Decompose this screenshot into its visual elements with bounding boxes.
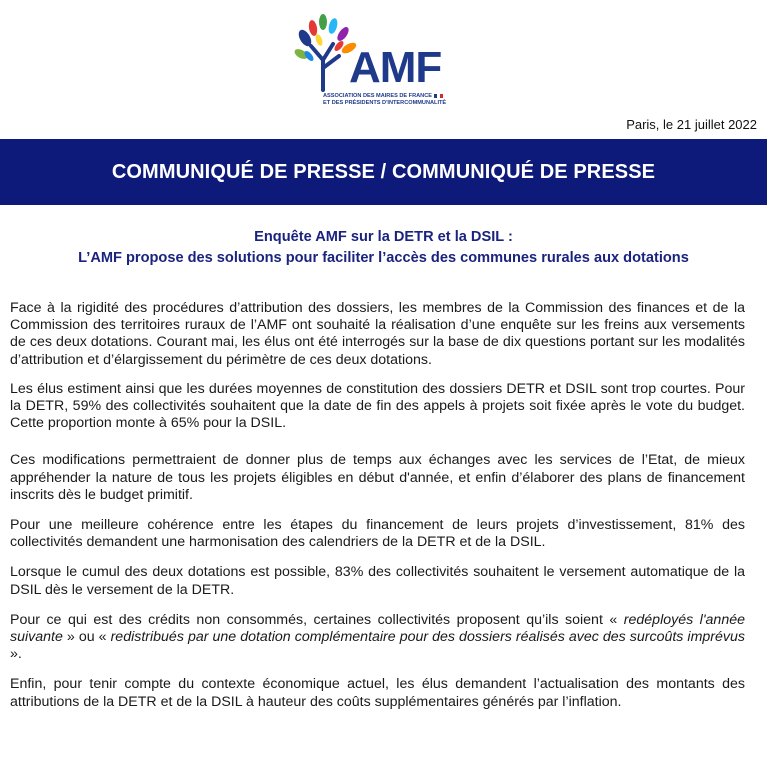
quote-redeployes: redéployés l'année suivante bbox=[10, 611, 745, 646]
paragraph-3: Ces modifications permettraient de donner plus de temps aux échanges avec les services de l’Etat, de mieux appréhender la nature de tous les projets éligibles en début d'année, et enfin d’élaborer des plans de financement inscrits dès le budget primitif. bbox=[10, 452, 745, 503]
banner-title: COMMUNIQUÉ DE PRESSE / COMMUNIQUÉ DE PRESSE bbox=[111, 160, 656, 183]
quote-redistribues: redistribués par une dotation complémentaire pour des dossiers réalisés avec des surcoûts imprévus bbox=[110, 629, 745, 646]
logo-subtitle bbox=[323, 93, 483, 107]
paragraph-2: Les élus estiment ainsi que les durées moyennes de constitution des dossiers DETR et DSIL sont trop courtes. Pour la DETR, 59% des collectivités souhaitent que la date de fin des appels à projets soit fixée après le vote du budget. Cette proportion monte à 65% pour la DSIL. bbox=[10, 380, 745, 432]
amf-logo bbox=[293, 12, 475, 106]
paragraph-6: Pour ce qui est des crédits non consommés, certaines collectivités proposent qu’ils soient « redéployés l'année suivante » ou « redistribués par une dotation complémentaire pour des dossiers réalisés avec des surcoûts imprévus ». bbox=[10, 611, 745, 663]
headline-line1: Enquête AMF sur la DETR et la DSIL : bbox=[254, 229, 513, 245]
paragraph-1: Face à la rigidité des procédures d’attribution des dossiers, les membres de la Commission des finances et de la Commission des territoires ruraux de l’AMF ont souhaité la réalisation d’une enquête sur les freins aux versements de ces deux dotations. Courant mai, les élus ont été interrogés sur la base de dix questions portant sur les modalités d’attribution et d’élargissement du périmètre de ces deux dotations. bbox=[10, 300, 745, 368]
press-date: Paris, le 21 juillet 2022 bbox=[626, 117, 757, 132]
paragraph-5: Lorsque le cumul des deux dotations est possible, 83% des collectivités souhaitent le versement automatique de la DSIL dès le versement de la DETR. bbox=[10, 564, 745, 598]
logo-subtitle-line2: ET DES PRÉSIDENTS D'INTERCOMMUNALITÉ bbox=[323, 100, 447, 106]
headline bbox=[0, 227, 767, 269]
title-banner bbox=[0, 139, 767, 205]
headline-line2: L’AMF propose des solutions pour faciliter l’accès des communes rurales aux dotations bbox=[78, 250, 689, 266]
paragraph-4: Pour une meilleure cohérence entre les étapes du financement de leurs projets d’investissement, 81% des collectivités demandent une harmonisation des calendriers de la DETR et de la DSIL. bbox=[10, 517, 745, 551]
logo-subtitle-line1: ASSOCIATION DES MAIRES DE FRANCE bbox=[323, 93, 483, 100]
article-body bbox=[10, 300, 745, 711]
logo-wordmark: AMF bbox=[349, 43, 442, 92]
french-flag-icon bbox=[434, 94, 443, 98]
paragraph-7: Enfin, pour tenir compte du contexte économique actuel, les élus demandent l’actualisation des montants des attributions de la DETR et de la DSIL à hauteur des coûts supplémentaires générés par l’inflation. bbox=[10, 676, 745, 710]
